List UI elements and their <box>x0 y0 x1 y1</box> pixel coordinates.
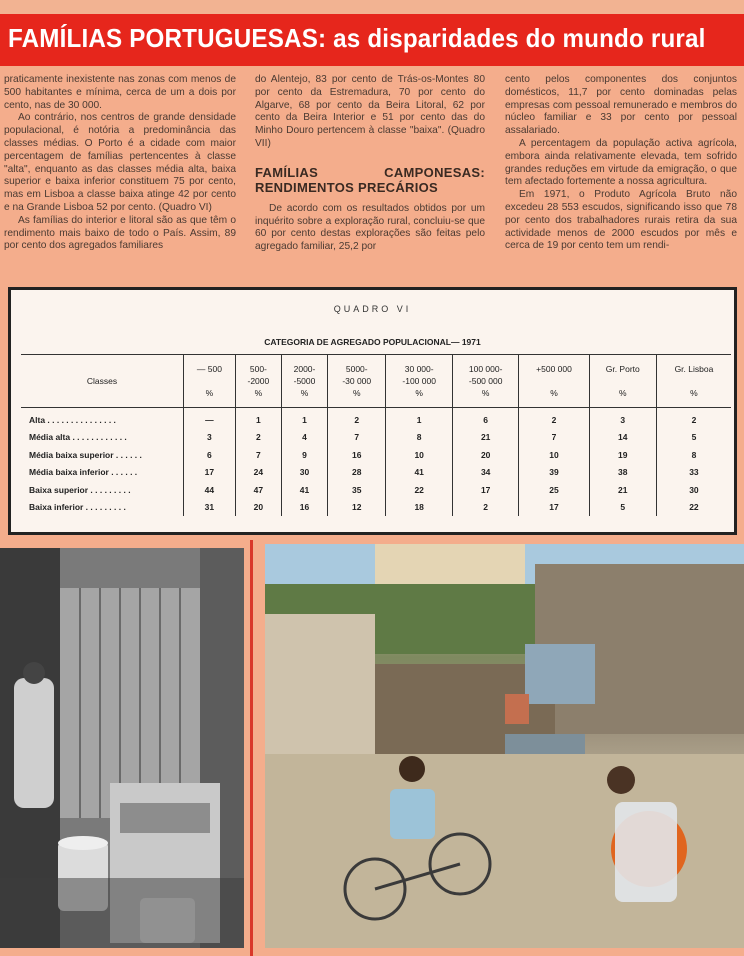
table-cell: 20 <box>235 499 281 517</box>
table-cell: 33 <box>656 464 731 482</box>
text-column-3 <box>505 74 737 253</box>
table-cell: 21 <box>452 429 519 447</box>
table-cell: 8 <box>386 429 453 447</box>
table-cell: — <box>184 408 236 429</box>
table-cell: 2 <box>328 408 386 429</box>
table-cell: 41 <box>386 464 453 482</box>
table-cell: 35 <box>328 481 386 499</box>
table-cell: 17 <box>184 464 236 482</box>
table-title: QUADRO VI <box>333 304 412 314</box>
table-cell: 44 <box>184 481 236 499</box>
column-header: — 500 % <box>184 355 236 408</box>
table-row <box>21 464 731 482</box>
table-cell: 17 <box>452 481 519 499</box>
table-row <box>21 446 731 464</box>
table-category: CATEGORIA DE AGREGADO POPULACIONAL— 1971 <box>264 337 481 347</box>
table-cell: 12 <box>328 499 386 517</box>
quadro-vi-table <box>8 287 737 535</box>
table-cell: 2 <box>519 408 589 429</box>
column-header: 5000- -30 000 % <box>328 355 386 408</box>
paragraph: A percentagem da população activa agrícola, embora ainda relativamente elevada, tem sofrido grandes reduções em virtude da emigração, o que tem afectado fortemente a nossa agricultura. <box>505 137 737 188</box>
column-header-classes: Classes <box>21 355 184 408</box>
table-cell: 6 <box>452 408 519 429</box>
photo-interior-house <box>0 548 244 948</box>
table-cell: 21 <box>589 481 656 499</box>
paragraph: do Alentejo, 83 por cento de Trás-os-Montes 80 por cento da Estremadura, 70 por cento do Algarve, 68 por cento da Beira Litoral, 62 por cento da Beira Interior e 51 por cento das do Minho Douro pertencem à classe "baixa". (Quadro VII) <box>255 74 485 149</box>
table-cell: 2 <box>656 408 731 429</box>
table-cell: 25 <box>519 481 589 499</box>
table-cell: 22 <box>656 499 731 517</box>
paragraph: cento pelos componentes dos conjuntos domésticos, 11,7 por cento dominadas pelas empresas com pessoal remunerado e membros do núcleo familiar e 33 por cento por pessoal assalariado. <box>505 74 737 137</box>
table-row <box>21 408 731 429</box>
row-label: Média baixa inferior . . . . . . <box>29 467 138 478</box>
table-cell: 5 <box>656 429 731 447</box>
table-cell: 34 <box>452 464 519 482</box>
table-cell: 47 <box>235 481 281 499</box>
table-cell: 10 <box>386 446 453 464</box>
table-cell: 7 <box>235 446 281 464</box>
table-cell: 24 <box>235 464 281 482</box>
table-cell: 3 <box>184 429 236 447</box>
table-cell: 14 <box>589 429 656 447</box>
table-cell: 8 <box>656 446 731 464</box>
table-cell: 20 <box>452 446 519 464</box>
table-cell: 4 <box>281 429 327 447</box>
table-cell: 3 <box>589 408 656 429</box>
paragraph: Ao contrário, nos centros de grande densidade populacional, é notória a predominância das classes médias. O Porto é a cidade com maior percentagem de famílias pertencentes à classe "alta", enquanto as das classes média alta, baixa superior e baixa inferior constituem 75 por cento, mas em Lisboa a classe baixa atinge 42 por cento e na Grande Lisboa 52 por cento. (Quadro VI) <box>4 112 236 213</box>
column-header: 500- -2000 % <box>235 355 281 408</box>
text-column-2 <box>255 74 485 254</box>
table-cell: 2 <box>452 499 519 517</box>
table-cell: 18 <box>386 499 453 517</box>
column-header: 100 000- -500 000 % <box>452 355 519 408</box>
table-cell: 16 <box>328 446 386 464</box>
table-cell: 41 <box>281 481 327 499</box>
table-cell: 19 <box>589 446 656 464</box>
paragraph: De acordo com os resultados obtidos por um inquérito sobre a exploração rural, concluiu-se que 60 por cento destas explorações são feitas pelo agregado familiar, 25,2 por <box>255 202 485 253</box>
section-heading: FAMÍLIAS CAMPONESAS: RENDIMENTOS PRECÁRIOS <box>255 164 485 195</box>
table-cell: 1 <box>386 408 453 429</box>
row-label: Média alta . . . . . . . . . . . . <box>29 432 127 443</box>
photo-rural-street <box>265 544 744 948</box>
table-cell: 7 <box>519 429 589 447</box>
table-cell: 7 <box>328 429 386 447</box>
row-label: Baixa inferior . . . . . . . . . <box>29 502 126 513</box>
title-banner <box>0 14 744 66</box>
table-row <box>21 499 731 517</box>
data-table <box>21 354 731 516</box>
row-label: Baixa superior . . . . . . . . . <box>29 484 131 495</box>
table-cell: 22 <box>386 481 453 499</box>
column-header: Gr. Lisboa % <box>656 355 731 408</box>
column-divider <box>250 540 253 956</box>
paragraph: praticamente inexistente nas zonas com menos de 500 habitantes e mínima, cerca de um a dois por cento, nas de 30 000. <box>4 74 236 111</box>
column-header: +500 000 % <box>519 355 589 408</box>
top-strip <box>0 0 744 14</box>
text-column-1 <box>4 74 236 253</box>
table-cell: 28 <box>328 464 386 482</box>
table-cell: 39 <box>519 464 589 482</box>
paragraph: Em 1971, o Produto Agrícola Bruto não excedeu 28 553 escudos, significando isso que 78 por cento dos trabalhadores rurais retira da sua actividade menos de 2000 escudos por mês e cerca de 19 por cento tem um rendi- <box>505 189 737 252</box>
paragraph: As famílias do interior e litoral são as que têm o rendimento mais baixo de todo o País. Assim, 89 por cento dos agregados familiares <box>4 214 236 252</box>
table-cell: 1 <box>281 408 327 429</box>
column-header: 2000- -5000 % <box>281 355 327 408</box>
column-header: 30 000- -100 000 % <box>386 355 453 408</box>
table-cell: 10 <box>519 446 589 464</box>
page-title: FAMÍLIAS PORTUGUESAS: as disparidades do mundo rural <box>8 23 706 53</box>
table-cell: 30 <box>281 464 327 482</box>
row-label: Alta . . . . . . . . . . . . . . . <box>29 414 116 425</box>
table-cell: 16 <box>281 499 327 517</box>
table-cell: 17 <box>519 499 589 517</box>
table-cell: 38 <box>589 464 656 482</box>
table-row <box>21 481 731 499</box>
table-cell: 1 <box>235 408 281 429</box>
column-header: Gr. Porto % <box>589 355 656 408</box>
table-cell: 2 <box>235 429 281 447</box>
table-row <box>21 429 731 447</box>
row-label: Média baixa superior . . . . . . <box>29 449 142 460</box>
table-cell: 30 <box>656 481 731 499</box>
table-cell: 31 <box>184 499 236 517</box>
table-cell: 5 <box>589 499 656 517</box>
table-cell: 6 <box>184 446 236 464</box>
table-cell: 9 <box>281 446 327 464</box>
